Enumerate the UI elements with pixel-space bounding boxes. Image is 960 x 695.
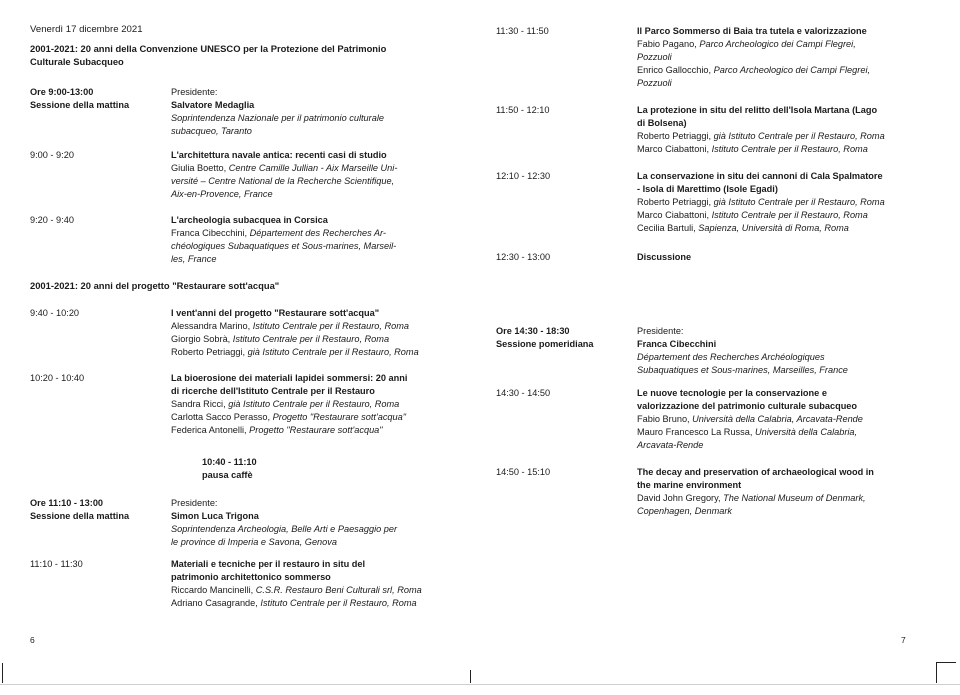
talk-speaker: Sandra Ricci, già Istituto Centrale per il Restauro, Roma bbox=[171, 399, 400, 409]
crop-mark bbox=[2, 663, 3, 683]
session-label: Sessione della mattina bbox=[30, 100, 130, 110]
talk-title: La protezione in situ del relitto dell'Isola Martana (Lago bbox=[637, 105, 878, 115]
president-label: Presidente: bbox=[171, 498, 218, 508]
talk-time: 11:30 - 11:50 bbox=[496, 26, 549, 36]
talk-title: L'architettura navale antica: recenti casi di studio bbox=[171, 150, 387, 160]
talk-speaker: Adriano Casagrande, Istituto Centrale per il Restauro, Roma bbox=[171, 598, 417, 608]
talk-time: 14:50 - 15:10 bbox=[496, 467, 551, 477]
talk-title: the marine environment bbox=[637, 480, 742, 490]
talk-time: 11:50 - 12:10 bbox=[496, 105, 550, 115]
talk-title: Le nuove tecnologie per la conservazione e bbox=[637, 388, 827, 398]
main-title-line2: Culturale Subacqueo bbox=[30, 56, 124, 67]
pause-time: 10:40 - 11:10 bbox=[202, 457, 257, 467]
talk-speaker: Arcavata-Rende bbox=[637, 440, 704, 450]
talk-speaker: Alessandra Marino, Istituto Centrale per il Restauro, Roma bbox=[171, 321, 409, 331]
talk-time: 9:40 - 10:20 bbox=[30, 308, 80, 318]
talk-speaker: Carlotta Sacco Perasso, Progetto "Restaurare sott'acqua" bbox=[171, 412, 407, 422]
talk-title: La conservazione in situ dei cannoni di Cala Spalmatore bbox=[637, 171, 883, 181]
section-subtitle: 2001-2021: 20 anni del progetto "Restaurare sott'acqua" bbox=[30, 280, 280, 291]
session-time: Ore 9:00-13:00 bbox=[30, 87, 94, 97]
talk-title: La bioerosione dei materiali lapidei sommersi: 20 anni bbox=[171, 373, 408, 383]
talk-speaker: Roberto Petriaggi, già Istituto Centrale per il Restauro, Roma bbox=[637, 197, 885, 207]
talk-title: valorizzazione del patrimonio culturale subacqueo bbox=[637, 401, 858, 411]
talk-title: The decay and preservation of archaeological wood in bbox=[637, 467, 874, 477]
talk-speaker: Enrico Gallocchio, Parco Archeologico dei Campi Flegrei, bbox=[637, 65, 871, 75]
talk-speaker: Marco Ciabattoni, Istituto Centrale per il Restauro, Roma bbox=[637, 144, 868, 154]
talk-speaker: Franca Cibecchini, Département des Recherches Ar- bbox=[171, 228, 386, 238]
talk-speaker: versité – Centre National de la Recherche Scientifique, bbox=[171, 176, 395, 186]
talk-speaker: les, France bbox=[171, 254, 217, 264]
talk-title: Il Parco Sommerso di Baia tra tutela e valorizzazione bbox=[637, 26, 867, 36]
talk-speaker: Copenhagen, Denmark bbox=[637, 506, 732, 516]
talk-speaker: David John Gregory, The National Museum of Denmark, bbox=[637, 493, 866, 503]
date: Venerdì 17 dicembre 2021 bbox=[30, 24, 143, 35]
crop-mark bbox=[936, 662, 937, 683]
talk-title: di ricerche dell'Istituto Centrale per il Restauro bbox=[171, 386, 375, 396]
talk-title: patrimonio architettonico sommerso bbox=[171, 572, 331, 582]
president-label: Presidente: bbox=[171, 87, 218, 97]
talk-speaker: Aix-en-Provence, France bbox=[171, 189, 273, 199]
talk-time: 9:20 - 9:40 bbox=[30, 215, 74, 225]
discussion-time: 12:30 - 13:00 bbox=[496, 252, 551, 262]
session-time: Ore 14:30 - 18:30 bbox=[496, 326, 570, 336]
main-title-line1: 2001-2021: 20 anni della Convenzione UNESCO per la Protezione del Patrimonio bbox=[30, 43, 387, 54]
talk-speaker: Giorgio Sobrà, Istituto Centrale per il Restauro, Roma bbox=[171, 334, 390, 344]
talk-speaker: chéologiques Subaquatiques et Sous-marines, Marseil- bbox=[171, 241, 397, 251]
talk-title: di Bolsena) bbox=[637, 118, 687, 128]
talk-title: Materiali e tecniche per il restauro in situ del bbox=[171, 559, 366, 569]
fold-mark bbox=[470, 670, 471, 683]
session-label: Sessione pomeridiana bbox=[496, 339, 594, 349]
session-time: Ore 11:10 - 13:00 bbox=[30, 498, 104, 508]
president-affiliation: le province di Imperia e Savona, Genova bbox=[171, 537, 337, 547]
president-label: Presidente: bbox=[637, 326, 684, 336]
president-name: Franca Cibecchini bbox=[637, 339, 717, 349]
president-affiliation: Soprintendenza Archeologia, Belle Arti e Paesaggio per bbox=[171, 524, 398, 534]
president-affiliation: Subaquatiques et Sous-marines, Marseilles, France bbox=[637, 365, 848, 375]
talk-speaker: Cecilia Bartuli, Sapienza, Università di Roma, Roma bbox=[637, 223, 849, 233]
president-name: Salvatore Medaglia bbox=[171, 100, 255, 110]
crop-mark bbox=[936, 662, 956, 663]
page-number: 6 bbox=[30, 635, 35, 645]
talk-time: 11:10 - 11:30 bbox=[30, 559, 83, 569]
talk-speaker: Pozzuoli bbox=[637, 52, 672, 62]
talk-title: L'archeologia subacquea in Corsica bbox=[171, 215, 328, 225]
talk-time: 10:20 - 10:40 bbox=[30, 373, 85, 383]
president-affiliation: Soprintendenza Nazionale per il patrimonio culturale bbox=[171, 113, 384, 123]
talk-speaker: Federica Antonelli, Progetto "Restaurare sott'acqua" bbox=[171, 425, 383, 435]
pause-label: pausa caffè bbox=[202, 470, 253, 480]
session-label: Sessione della mattina bbox=[30, 511, 130, 521]
talk-speaker: Pozzuoli bbox=[637, 78, 672, 88]
talk-time: 9:00 - 9:20 bbox=[30, 150, 74, 160]
page-edge bbox=[0, 684, 960, 685]
president-name: Simon Luca Trigona bbox=[171, 511, 259, 521]
talk-speaker: Roberto Petriaggi, già Istituto Centrale per il Restauro, Roma bbox=[171, 347, 419, 357]
talk-speaker: Marco Ciabattoni, Istituto Centrale per il Restauro, Roma bbox=[637, 210, 868, 220]
president-affiliation: Département des Recherches Archéologiques bbox=[637, 352, 825, 362]
talk-time: 12:10 - 12:30 bbox=[496, 171, 551, 181]
talk-speaker: Roberto Petriaggi, già Istituto Centrale per il Restauro, Roma bbox=[637, 131, 885, 141]
president-affiliation: subacqueo, Taranto bbox=[171, 126, 252, 136]
talk-speaker: Fabio Bruno, Università della Calabria, Arcavata-Rende bbox=[637, 414, 863, 424]
page-number: 7 bbox=[901, 635, 906, 645]
talk-speaker: Giulia Boetto, Centre Camille Jullian - Aix Marseille Uni- bbox=[171, 163, 398, 173]
talk-speaker: Riccardo Mancinelli, C.S.R. Restauro Beni Culturali srl, Roma bbox=[171, 585, 422, 595]
discussion-label: Discussione bbox=[637, 252, 692, 262]
talk-speaker: Fabio Pagano, Parco Archeologico dei Campi Flegrei, bbox=[637, 39, 856, 49]
talk-title: I vent'anni del progetto "Restaurare sott'acqua" bbox=[171, 308, 380, 318]
talk-time: 14:30 - 14:50 bbox=[496, 388, 551, 398]
talk-title: - Isola di Marettimo (Isole Egadi) bbox=[637, 184, 778, 194]
talk-speaker: Mauro Francesco La Russa, Università della Calabria, bbox=[637, 427, 858, 437]
